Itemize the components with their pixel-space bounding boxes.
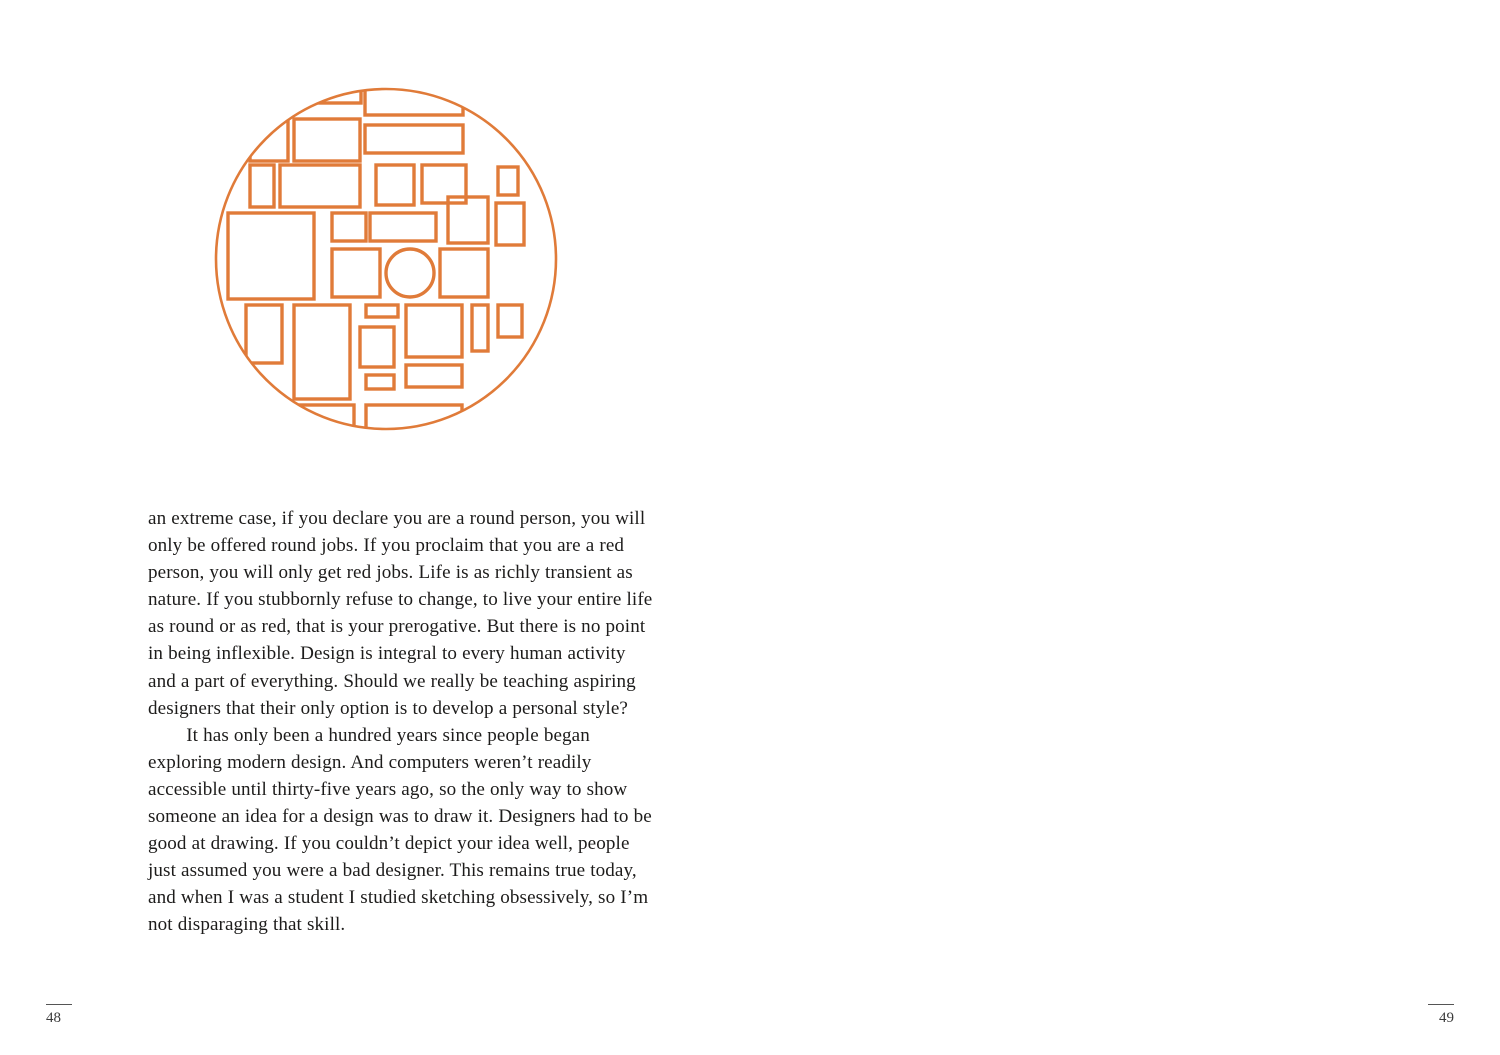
circle-of-rectangles-diagram xyxy=(210,83,562,435)
paragraph: It has only been a hundred years since people began exploring modern design. And computers weren’t readily accessible until thirty-five years ago, so the only way to show someone an idea for a design was to draw it. Designers had to be good at drawing. If you couldn’t depict your idea well, people just assumed you were a bad designer. This remains true today, and when I was a student I studied sketching obsessively, so I’m not disparaging that skill. xyxy=(148,724,652,936)
folio-right xyxy=(1428,1004,1454,1027)
folio-rule xyxy=(1428,1004,1454,1005)
folio-left xyxy=(46,1004,72,1027)
page-number: 49 xyxy=(1439,1010,1454,1026)
page-number: 48 xyxy=(46,1010,61,1026)
folio-rule xyxy=(46,1004,72,1005)
left-body-text xyxy=(148,505,658,939)
right-page xyxy=(750,0,1500,1055)
paragraph: an extreme case, if you declare you are a round person, you will only be offered round jobs. If you proclaim that you are a red person, you will only get red jobs. Life is as richly transient as nature. If you stubbornly refuse to change, to live your entire life as round or as red, that is your prerogative. But there is no point in being inflexible. Design is integral to every human activity and a part of everything. Should we really be teaching aspiring designers that their only option is to develop a personal style? xyxy=(148,508,653,719)
